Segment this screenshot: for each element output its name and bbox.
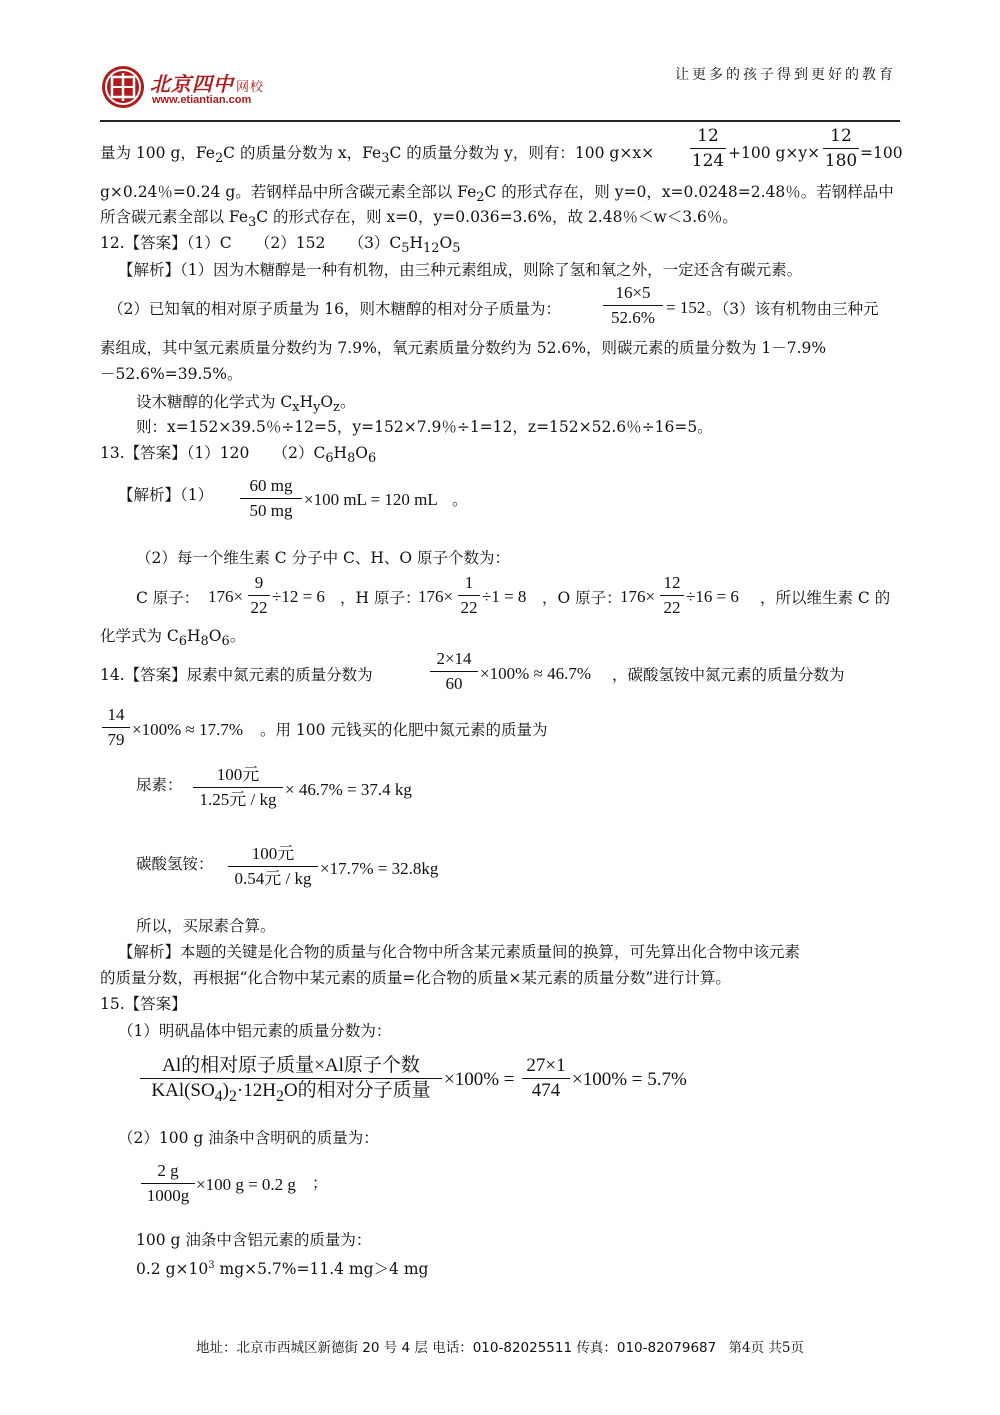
q12-analysis-6: 则：x=152×39.5％÷12=5，y=152×7.9％÷1=12，z=152×52.6％÷16=5。 [136,418,713,436]
q11-line-3: 所含碳元素全部以 $Fe_3C$ 的形式存在，则 x=0，y=0.036=3.6%，故 2.48％＜w＜3.6％。 [100,208,738,231]
q15-ratio: 27×1 474 [522,1055,570,1102]
q12-result: = 152 [666,298,706,317]
q14-nh-result: ×17.7% = 32.8kg [320,859,439,878]
q15-part3: 100 g 油条中含铝元素的质量为： [136,1231,372,1249]
logo-name: 北京四中 网校 [150,72,265,96]
footer-page: 第4页 共5页 [728,1340,804,1356]
q14-fraction-nh: 14 79 [102,704,130,751]
q13-c-label: C 原子： [136,589,200,607]
q13-result: ×100 mL = 120 mL [304,490,438,509]
q15-mid: ×100% = [444,1069,515,1090]
q15-answer: 15.【答案】 [100,995,187,1013]
q15-alum-fraction: Al的相对原子质量×Al原子个数 $KAl(SO_4)_2\cdot 12H_2O$的相对分子质量 [140,1055,442,1108]
header-slogan: 让更多的孩子得到更好的教育 [675,67,896,83]
footer [0,1336,1000,1356]
q12-analysis-2a: （2）已知氧的相对原子质量为 16，则木糖醇的相对分子质量为： [108,300,562,318]
q13-c-pre: 176× [208,587,244,606]
q13-c-post: ÷12 = 6 [272,587,325,606]
footer-address: 地址：北京市西城区新德街 20 号 4 层 电话：010-82025511 传真：010-82079687 [196,1340,717,1356]
q14-urea-result: × 46.7% = 37.4 kg [285,780,412,799]
q14-conclusion: 所以，买尿素合算。 [136,917,276,935]
q14-explain-2: 的质量分数，再根据“化合物中某元素的质量=化合物的质量×某元素的质量分数”进行计算。 [100,969,731,987]
q14-urea-label: 尿素： [136,776,183,794]
q15-mass-result: ×100 g = 0.2 g [196,1175,296,1194]
q13-analysis-1: 【解析】（1） [118,486,214,504]
q15-semicolon: ； [312,1174,328,1192]
q12-analysis-1: 【解析】（1）因为木糖醇是一种有机物，由三种元素组成，则除了氢和氧之外，一定还含有碳元素。 [118,261,803,279]
q14-answer-1: 14.【答案】尿素中氮元素的质量分数为 [100,666,373,684]
q13-o-post: ÷16 = 6 [686,587,739,606]
q15-part1: （1）明矾晶体中铝元素的质量分数为： [118,1022,392,1040]
q14-urea-calc: 100元 1.25元 / kg [193,764,283,811]
q11-line-2: g×0.24％=0.24 g。若钢样品中所含碳元素全部以 $Fe_2C$ 的形式存在，则 y=0，x=0.0248=2.48％。若钢样品中 [100,183,894,206]
q13-h-label: ，H 原子： [340,589,421,607]
q14-answer-3: 。用 100 元钱买的化肥中氮元素的质量为 [260,721,548,739]
logo-url: www.etiantian.com [152,94,252,106]
q13-h-post: ÷1 = 8 [482,587,527,606]
q15-mass-fraction: 2 g 1000g [141,1160,195,1207]
q14-nh-label: 碳酸氢铵： [136,855,214,873]
q15-result: ×100% = 5.7% [572,1069,687,1090]
q11-line-1: 量为 100 g，$Fe_2C$ 的质量分数为 x，$Fe_3C$ 的质量分数为 y，则有：100 g×x× [100,144,655,167]
header-divider [100,120,900,122]
q12-analysis-4: －52.6%=39.5%。 [100,365,243,383]
q11-fraction-1: 12 124 [691,126,725,172]
q13-analysis-2: （2）每一个维生素 C 分子中 C、H、O 原子个数为： [136,549,511,567]
q12-analysis-5: 设木糖醇的化学式为 $C_xH_yO_z$。 [136,393,356,416]
q14-nh-calc: 100元 0.54元 / kg [228,843,318,890]
q15-final: 0.2 $g\times 10^3$ mg×5.7%=11.4 mg＞4 mg [136,1260,429,1279]
q11-line-1b: +100 g×y× [728,144,821,162]
q14-nh-percent: ×100% ≈ 17.7% [132,720,243,739]
q13-end: ，所以维生素 C 的 [760,589,891,607]
q13-fraction: 60 mg 50 mg [240,475,302,522]
q14-answer-2: ，碳酸氢铵中氮元素的质量分数为 [612,666,845,684]
q13-answer: 13.【答案】（1）120 $(2)C_6H_8O_6$ [100,444,377,467]
q12-analysis-2b: 。（3）该有机物由三种元 [706,300,879,318]
q13-o-label: ，O 原子： [542,589,622,607]
q14-urea-percent: ×100% ≈ 46.7% [480,664,591,683]
q15-part2: （2）100 g 油条中含明矾的质量为： [118,1129,379,1147]
school-logo [100,62,290,118]
q14-explain-1: 【解析】本题的关键是化合物的质量与化合物中所含某元素质量间的换算，可先算出化合物中该元素 [118,943,801,961]
q13-o-pre: 176× [620,587,656,606]
logo-seal-icon [100,64,146,110]
q13-o-fraction: 12 22 [660,572,684,619]
q13-h-fraction: 1 22 [458,572,480,619]
q13-formula: 化学式为 $C_6H_8O_6$。 [100,627,246,650]
q12-answer: 12.【答案】（1）C （2）152 $(3)C_5H_{12}O_5$ [100,234,461,257]
q13-dot: 。 [452,491,468,509]
q14-fraction-urea: 2×14 60 [430,648,478,695]
q12-fraction: 16×5 52.6% [603,282,663,329]
q11-fraction-2: 12 180 [824,126,858,172]
q13-h-pre: 176× [418,587,454,606]
q13-c-fraction: 9 22 [248,572,270,619]
q11-line-1c: =100 [860,144,903,162]
q12-analysis-3: 素组成，其中氢元素质量分数约为 7.9%，氧元素质量分数约为 52.6%，则碳元素的质量分数为 1－7.9% [100,339,827,357]
